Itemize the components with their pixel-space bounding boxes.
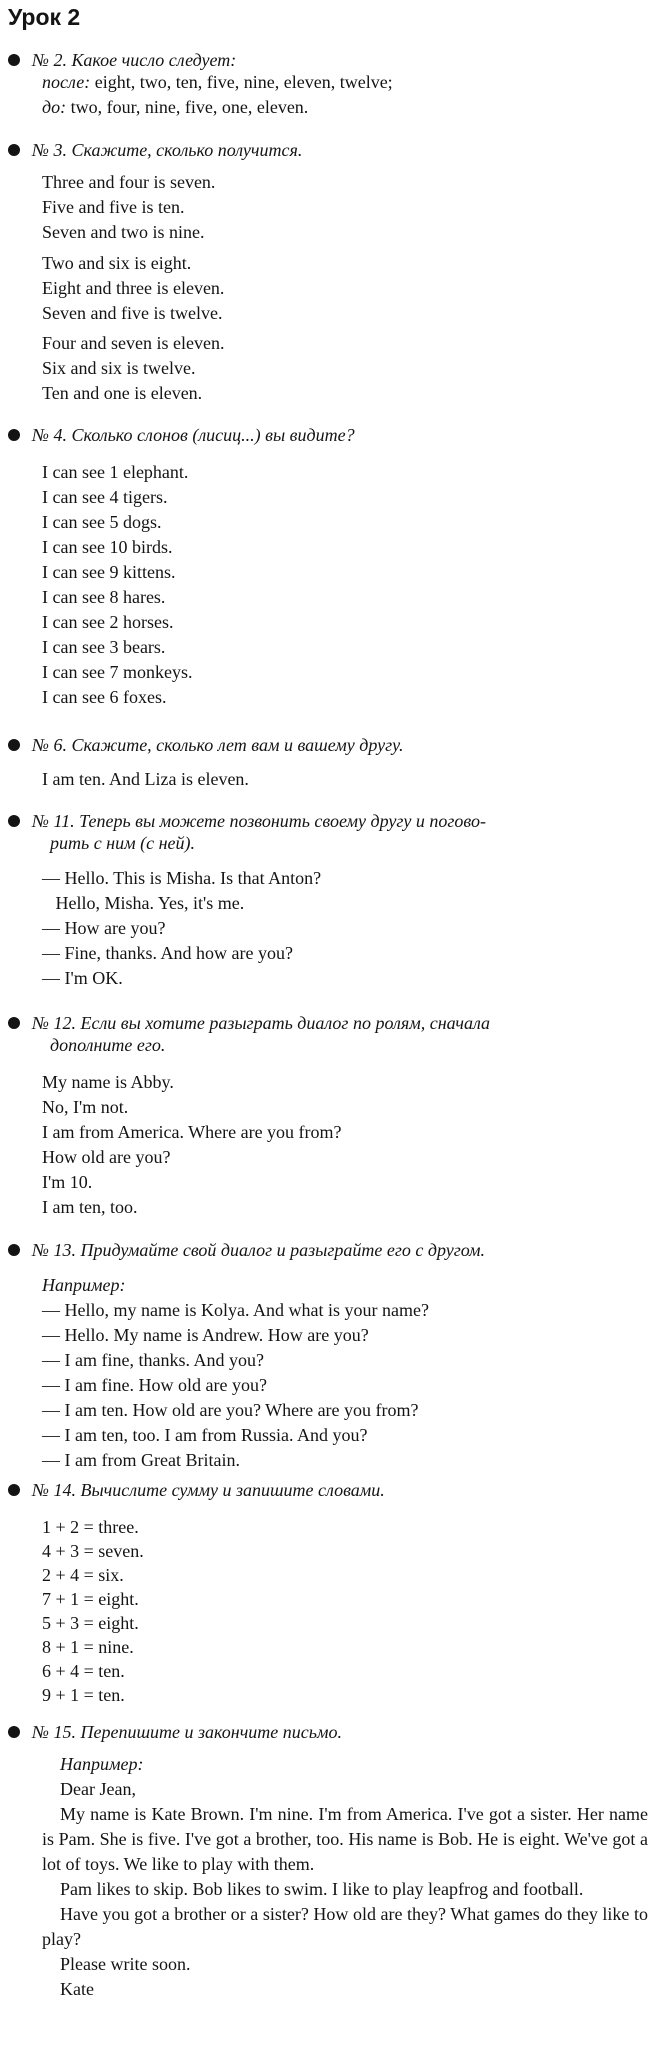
equation-line: 7 + 1 = eight. [42,1589,139,1609]
dialog-line: — I'm OK. [42,968,123,988]
task-14-heading [8,1480,385,1501]
answer-line: I can see 4 tigers. [42,487,168,507]
task-12-heading-continuation: дополните его. [50,1035,166,1055]
task-13-heading-text: № 13. Придумайте свой диалог и разыграйте его с другом. [32,1240,486,1260]
letter-greeting: Dear Jean, [60,1779,136,1799]
dialog-line: How old are you? [42,1147,171,1167]
task-15-heading-text: № 15. Перепишите и закончите письмо. [32,1722,342,1742]
dialog-line: My name is Abby. [42,1072,174,1092]
letter-signature: Kate [60,1979,94,1999]
letter-paragraph: My name is Kate Brown. I'm nine. I'm from America. I've got a sister. Her name is Pam. She is five. I've got a brother, too. His name is Bob. He is eight. We've got a lot of toys. We like to play with them. [42,1804,648,1874]
task-3-heading-text: № 3. Скажите, сколько получится. [32,140,303,160]
letter-paragraph: Pam likes to skip. Bob likes to swim. I like to play leapfrog and football. [60,1879,584,1899]
bullet-icon [8,429,20,441]
task-11-heading [8,810,628,854]
task-12-answer [42,1070,342,1220]
task-14-answer [42,1515,144,1707]
dialog-line: I am ten, too. [42,1197,138,1217]
bullet-icon [8,1244,20,1256]
bullet-icon [8,1726,20,1738]
answer-line: I can see 6 foxes. [42,687,167,707]
task-11-heading-continuation: рить с ним (с ней). [50,833,195,853]
task-12-heading-text: № 12. Если вы хотите разыграть диалог по ролям, сначала [32,1013,491,1033]
task-11-heading-text: № 11. Теперь вы можете позвонить своему другу и погово- [32,811,486,831]
letter-closing: Please write soon. [60,1954,191,1974]
equation-line: 5 + 3 = eight. [42,1613,139,1633]
bullet-icon [8,1484,20,1496]
answer-line: I can see 7 monkeys. [42,662,193,682]
answer-line: I can see 5 dogs. [42,512,162,532]
task-15-letter [42,1752,648,2002]
answer-line: Five and five is ten. [42,197,185,217]
bullet-icon [8,815,20,827]
example-label: Например: [42,1275,126,1295]
equation-line: 2 + 4 = six. [42,1565,124,1585]
task-3-group-1 [42,170,215,245]
answer-line [42,95,393,120]
equation-line: 9 + 1 = ten. [42,1685,125,1705]
task-14-heading-text: № 14. Вычислите сумму и запишите словами. [32,1480,385,1500]
dialog-line: — I am fine. How old are you? [42,1375,267,1395]
task-2-heading [8,50,236,71]
dialog-line: — I am from Great Britain. [42,1450,240,1470]
equation-line: 6 + 4 = ten. [42,1661,125,1681]
answer-line: I can see 1 elephant. [42,462,189,482]
dialog-line: I'm 10. [42,1172,93,1192]
bullet-icon [8,739,20,751]
answer-line: Ten and one is eleven. [42,383,203,403]
task-2-answer [42,70,393,120]
answer-line: I can see 3 bears. [42,637,166,657]
answer-line: I can see 2 horses. [42,612,174,632]
task-2-heading-text: № 2. Какое число следует: [32,50,237,70]
task-3-group-2 [42,251,224,326]
line-label: после: [42,72,91,92]
dialog-line: — How are you? [42,918,166,938]
answer-line: Two and six is eight. [42,253,192,273]
dialog-line: I am from America. Where are you from? [42,1122,342,1142]
answer-line: Four and seven is eleven. [42,333,225,353]
task-11-answer [42,866,321,991]
answer-line: I can see 8 hares. [42,587,166,607]
bullet-icon [8,144,20,156]
task-6-answer [42,767,249,792]
answer-line: I am ten. And Liza is eleven. [42,769,249,789]
dialog-line: — Fine, thanks. And how are you? [42,943,293,963]
task-13-heading [8,1240,485,1261]
lesson-title: Урок 2 [8,4,81,30]
dialog-line: — I am fine, thanks. And you? [42,1350,264,1370]
line-text: two, four, nine, five, one, eleven. [66,97,309,117]
task-12-heading [8,1012,628,1056]
dialog-line: — I am ten, too. I am from Russia. And you? [42,1425,368,1445]
task-4-heading [8,425,355,446]
bullet-icon [8,1017,20,1029]
task-3-group-3 [42,331,224,406]
equation-line: 8 + 1 = nine. [42,1637,134,1657]
example-label: Например: [60,1754,144,1774]
answer-line: I can see 10 birds. [42,537,173,557]
task-4-answer [42,460,192,710]
equation-line: 4 + 3 = seven. [42,1541,144,1561]
task-13-answer [42,1273,429,1473]
task-6-heading [8,735,404,756]
task-6-heading-text: № 6. Скажите, сколько лет вам и вашему другу. [32,735,404,755]
dialog-line: — I am ten. How old are you? Where are you from? [42,1400,419,1420]
answer-line: Eight and three is eleven. [42,278,225,298]
line-label: до: [42,97,67,117]
dialog-line: — Hello. This is Misha. Is that Anton? [42,868,322,888]
line-text: eight, two, ten, five, nine, eleven, twelve; [90,72,393,92]
letter-paragraph: Have you got a brother or a sister? How old are they? What games do they like to play? [42,1904,648,1949]
equation-line: 1 + 2 = three. [42,1517,139,1537]
answer-line: Seven and two is nine. [42,222,205,242]
dialog-line: No, I'm not. [42,1097,129,1117]
answer-line: I can see 9 kittens. [42,562,176,582]
task-3-heading [8,140,302,161]
dialog-line: — Hello, my name is Kolya. And what is your name? [42,1300,429,1320]
answer-line: Three and four is seven. [42,172,216,192]
answer-line: Seven and five is twelve. [42,303,223,323]
bullet-icon [8,54,20,66]
answer-line: Six and six is twelve. [42,358,196,378]
task-15-heading [8,1722,342,1743]
answer-line [42,70,393,95]
dialog-line: Hello, Misha. Yes, it's me. [42,893,245,913]
task-4-heading-text: № 4. Сколько слонов (лисиц...) вы видите? [32,425,355,445]
dialog-line: — Hello. My name is Andrew. How are you? [42,1325,369,1345]
